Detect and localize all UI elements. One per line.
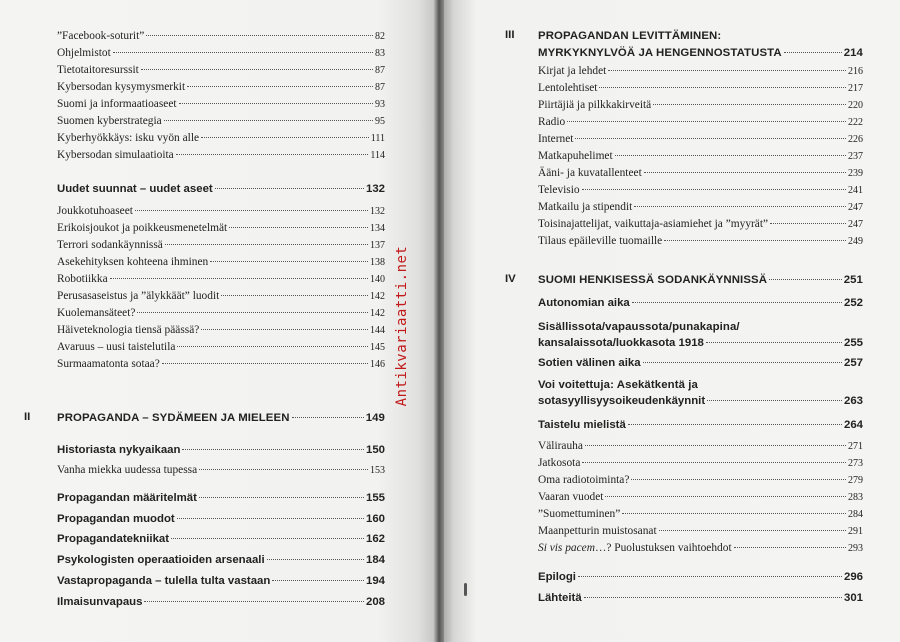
toc-section-title-line1: Voi voitettuja: Asekätkentä ja <box>538 379 698 391</box>
toc-entry-title: Suomi ja informaatioaseet <box>57 98 177 110</box>
toc-entry-page: 82 <box>375 31 385 42</box>
toc-entry-page: 271 <box>848 441 863 452</box>
toc-section-title: Epilogi <box>538 571 576 583</box>
toc-section-title: Autonomian aika <box>538 297 630 309</box>
dot-leader <box>113 52 373 53</box>
dot-leader <box>582 462 846 463</box>
dot-leader <box>146 35 373 36</box>
toc-entry-page: 249 <box>848 236 863 247</box>
toc-entry-page: 247 <box>848 219 863 230</box>
dot-leader <box>110 278 368 279</box>
toc-entry-title: Oma radiotoiminta? <box>538 474 630 486</box>
dot-leader <box>199 497 364 498</box>
toc-entry-page: 247 <box>848 202 863 213</box>
dot-leader <box>164 120 373 121</box>
toc-section-title: Propagandatekniikat <box>57 533 170 545</box>
watermark <box>390 236 414 416</box>
toc-entry-page: 145 <box>370 342 385 353</box>
dot-leader <box>210 261 368 262</box>
toc-entry <box>57 255 385 270</box>
toc-section-page: 132 <box>365 183 385 195</box>
part-heading <box>538 46 863 60</box>
toc-section-title: Historiasta nykyaikaan <box>57 444 181 456</box>
toc-entry-page: 93 <box>375 99 385 110</box>
toc-entry-title: Häiveteknologia tiensä päässä? <box>57 324 200 336</box>
dot-leader <box>628 424 842 425</box>
toc-entry <box>538 217 863 232</box>
toc-entry <box>538 473 863 488</box>
toc-entry <box>57 148 385 163</box>
toc-section <box>57 512 385 526</box>
book-gutter <box>434 0 444 642</box>
toc-entry <box>538 200 863 215</box>
toc-section-page: 208 <box>365 596 385 608</box>
dot-leader <box>643 362 842 363</box>
toc-entry-page: 293 <box>848 543 863 554</box>
toc-entry <box>538 541 863 556</box>
toc-entry-page: 142 <box>370 291 385 302</box>
toc-entry-page: 241 <box>848 185 863 196</box>
toc-entry <box>538 439 863 454</box>
toc-entry <box>538 166 863 181</box>
toc-entry-page: 87 <box>375 65 385 76</box>
toc-entry-title: Matkapuhelimet <box>538 150 613 162</box>
toc-entry-page: 111 <box>370 133 385 144</box>
dot-leader <box>267 559 364 560</box>
toc-entry <box>57 463 385 478</box>
ink-mark <box>464 583 467 596</box>
toc-section-title: Propagandan muodot <box>57 513 175 525</box>
toc-entry <box>57 306 385 321</box>
toc-entry <box>57 357 385 372</box>
toc-entry-page: 137 <box>370 240 385 251</box>
dot-leader <box>272 580 364 581</box>
toc-entry-page: 220 <box>848 100 863 111</box>
toc-entry-page: 138 <box>370 257 385 268</box>
dot-leader <box>706 342 842 343</box>
toc-entry-page: 83 <box>375 48 385 59</box>
toc-entry <box>57 289 385 304</box>
toc-section-title-line1: Sisällissota/vapaussota/punakapina/ <box>538 321 740 333</box>
toc-entry-title: Erikoisjoukot ja poikkeusmenetelmät <box>57 222 228 234</box>
part-heading <box>538 273 863 287</box>
toc-entry <box>57 272 385 287</box>
toc-entry-title-rest: …? Puolustuksen vaihtoehdot <box>594 542 732 554</box>
toc-entry-title: Toisinajattelijat, vaikuttaja-asiamiehet ja ”myyrät” <box>538 218 769 230</box>
toc-entry-title: Kybersodan kysymysmerkit <box>57 81 186 93</box>
toc-entry-title: Maanpetturin muistosanat <box>538 525 657 537</box>
toc-section <box>57 443 385 457</box>
dot-leader <box>176 154 369 155</box>
toc-entry-page: 222 <box>848 117 863 128</box>
toc-entry <box>538 81 863 96</box>
toc-entry-title: Internet <box>538 133 574 145</box>
toc-entry-title: Suomen kyberstrategia <box>57 115 162 127</box>
toc-section-title: Vastapropaganda – tulella tulta vastaan <box>57 575 271 587</box>
toc-section-page: 263 <box>843 395 863 407</box>
dot-leader <box>664 240 846 241</box>
toc-section-title: Sotien välinen aika <box>538 357 641 369</box>
toc-entry-page: 279 <box>848 475 863 486</box>
toc-entry-title: Vaaran vuodet <box>538 491 604 503</box>
dot-leader <box>644 172 846 173</box>
toc-entry-title: Kuolemansäteet? <box>57 307 136 319</box>
toc-section-page: 162 <box>365 533 385 545</box>
toc-entry-title <box>538 541 732 555</box>
dot-leader <box>632 302 842 303</box>
toc-entry-page: 273 <box>848 458 863 469</box>
toc-entry-page: 114 <box>370 150 385 161</box>
toc-entry-page: 146 <box>370 359 385 370</box>
toc-entry-page: 283 <box>848 492 863 503</box>
toc-section-title: Propagandan määritelmät <box>57 492 197 504</box>
toc-entry-title: Joukkotuhoaseet <box>57 205 133 217</box>
toc-section-title: Taistelu mielistä <box>538 419 626 431</box>
dot-leader <box>653 104 846 105</box>
toc-section <box>57 595 385 609</box>
toc-entry-title: Tietotaitoresurssit <box>57 64 139 76</box>
toc-section <box>57 532 385 546</box>
dot-leader <box>221 295 368 296</box>
toc-section <box>57 553 385 567</box>
toc-section-title: Lähteitä <box>538 592 582 604</box>
dot-leader <box>201 329 368 330</box>
toc-entry-title: Vanha miekka uudessa tupessa <box>57 464 198 476</box>
dot-leader <box>215 188 364 189</box>
toc-section <box>57 182 385 196</box>
dot-leader <box>144 601 364 602</box>
dot-leader <box>182 449 364 450</box>
toc-section <box>538 570 863 584</box>
toc-entry-page: 239 <box>848 168 863 179</box>
dot-leader <box>201 137 369 138</box>
toc-entry <box>57 204 385 219</box>
toc-entry <box>57 63 385 78</box>
toc-entry <box>57 29 385 44</box>
dot-leader <box>707 400 842 401</box>
toc-entry-title: Kirjat ja lehdet <box>538 65 607 77</box>
dot-leader <box>292 417 364 418</box>
toc-entry-title: Ohjelmistot <box>57 47 111 59</box>
toc-entry-title: Tilaus epäileville tuomaille <box>538 235 663 247</box>
dot-leader <box>608 70 846 71</box>
toc-entry <box>538 183 863 198</box>
toc-entry-title: Välirauha <box>538 440 583 452</box>
watermark-text: Antikvariaatti.net <box>394 245 410 407</box>
part-heading <box>57 411 385 425</box>
toc-entry <box>57 131 385 146</box>
toc-entry <box>538 64 863 79</box>
part-title-line1: PROPAGANDAN LEVITTÄMINEN: <box>538 30 722 42</box>
toc-entry-title-italic: Si vis pacem <box>538 542 595 554</box>
toc-section <box>57 574 385 588</box>
toc-section-title: sotasyyllisyysoikeudenkäynnit <box>538 395 706 407</box>
toc-entry <box>57 323 385 338</box>
toc-entry-page: 153 <box>370 465 385 476</box>
toc-entry-page: 95 <box>375 116 385 127</box>
toc-section-page: 301 <box>843 592 863 604</box>
toc-entry <box>538 132 863 147</box>
dot-leader <box>615 155 846 156</box>
toc-entry-title: Jatkosota <box>538 457 581 469</box>
dot-leader <box>137 312 368 313</box>
toc-entry <box>57 238 385 253</box>
toc-entry-page: 291 <box>848 526 863 537</box>
dot-leader <box>734 547 846 548</box>
part-title: PROPAGANDA – SYDÄMEEN JA MIELEEN <box>57 412 290 424</box>
toc-section-title: Psykologisten operaatioiden arsenaali <box>57 554 265 566</box>
toc-section <box>538 418 863 432</box>
dot-leader <box>179 103 373 104</box>
toc-entry-title: Surmaamatonta sotaa? <box>57 358 160 370</box>
toc-section-page: 155 <box>365 492 385 504</box>
part-number: III <box>505 29 515 41</box>
dot-leader <box>605 496 846 497</box>
toc-entry <box>538 149 863 164</box>
part-title-line2: MYRKYKNYLVÖÄ JA HENGENNOSTATUSTA <box>538 47 782 59</box>
toc-entry-title: Kybersodan simulaatioita <box>57 149 174 161</box>
dot-leader <box>575 138 846 139</box>
toc-entry <box>57 114 385 129</box>
toc-entry-title: Matkailu ja stipendit <box>538 201 633 213</box>
toc-entry <box>538 234 863 249</box>
toc-entry <box>538 507 863 522</box>
toc-entry <box>57 46 385 61</box>
toc-entry-page: 87 <box>375 82 385 93</box>
right-page <box>440 0 900 642</box>
dot-leader <box>784 52 842 53</box>
toc-entry-title: Piirtäjiä ja pilkkakirveitä <box>538 99 652 111</box>
toc-entry-page: 134 <box>370 223 385 234</box>
toc-section-page: 150 <box>365 444 385 456</box>
toc-section <box>538 591 863 605</box>
toc-entry-title: Lentolehtiset <box>538 82 598 94</box>
toc-section-page: 194 <box>365 575 385 587</box>
dot-leader <box>659 530 846 531</box>
toc-entry-page: 142 <box>370 308 385 319</box>
toc-section-page: 264 <box>843 419 863 431</box>
toc-section-page: 160 <box>365 513 385 525</box>
toc-entry <box>57 80 385 95</box>
toc-section-title: kansalaissota/luokkasota 1918 <box>538 337 704 349</box>
toc-entry-page: 284 <box>848 509 863 520</box>
dot-leader <box>187 86 373 87</box>
toc-section <box>57 491 385 505</box>
dot-leader <box>177 518 364 519</box>
toc-entry-page: 226 <box>848 134 863 145</box>
toc-entry-page: 140 <box>370 274 385 285</box>
toc-entry <box>57 221 385 236</box>
dot-leader <box>769 279 842 280</box>
toc-section-page: 296 <box>843 571 863 583</box>
toc-entry <box>538 115 863 130</box>
toc-section <box>538 356 863 370</box>
toc-entry-page: 216 <box>848 66 863 77</box>
toc-entry-title: Radio <box>538 116 566 128</box>
dot-leader <box>229 227 368 228</box>
part-title: SUOMI HENKISESSÄ SODANKÄYNNISSÄ <box>538 274 768 286</box>
toc-entry-title: Perusasaseistus ja ”älykkäät” luodit <box>57 290 220 302</box>
toc-entry-title: Televisio <box>538 184 580 196</box>
dot-leader <box>177 346 368 347</box>
part-number: II <box>24 411 31 423</box>
toc-section <box>538 394 863 408</box>
part-page: 251 <box>843 274 863 286</box>
toc-entry <box>538 456 863 471</box>
dot-leader <box>584 597 842 598</box>
toc-entry <box>57 340 385 355</box>
toc-section <box>538 296 863 310</box>
toc-entry-title: Ääni- ja kuvatallenteet <box>538 167 642 179</box>
dot-leader <box>599 87 846 88</box>
toc-section-page: 257 <box>843 357 863 369</box>
toc-entry-title: Asekehityksen kohteena ihminen <box>57 256 209 268</box>
part-number: IV <box>505 273 516 285</box>
left-page <box>0 0 440 642</box>
dot-leader <box>135 210 368 211</box>
dot-leader <box>141 69 373 70</box>
toc-entry <box>538 98 863 113</box>
dot-leader <box>585 445 846 446</box>
toc-section <box>538 336 863 350</box>
dot-leader <box>582 189 846 190</box>
dot-leader <box>567 121 846 122</box>
toc-entry-page: 217 <box>848 83 863 94</box>
toc-entry-title: ”Facebook-soturit” <box>57 30 145 42</box>
dot-leader <box>165 244 368 245</box>
toc-section-page: 184 <box>365 554 385 566</box>
toc-section-title: Uudet suunnat – uudet aseet <box>57 183 213 195</box>
toc-section-title: Ilmaisunvapaus <box>57 596 143 608</box>
part-page: 214 <box>843 47 863 59</box>
toc-entry-title: Terrori sodankäynnissä <box>57 239 163 251</box>
toc-entry <box>538 524 863 539</box>
dot-leader <box>578 576 842 577</box>
dot-leader <box>162 363 368 364</box>
dot-leader <box>631 479 846 480</box>
toc-entry-title: Robotiikka <box>57 273 108 285</box>
toc-entry-page: 144 <box>370 325 385 336</box>
dot-leader <box>634 206 846 207</box>
toc-entry-page: 132 <box>370 206 385 217</box>
dot-leader <box>199 469 368 470</box>
part-page: 149 <box>365 412 385 424</box>
toc-entry-title: Kyberhyökkäys: isku vyön alle <box>57 132 200 144</box>
toc-entry-title: Avaruus – uusi taistelutila <box>57 341 176 353</box>
toc-entry <box>538 490 863 505</box>
toc-entry-title: ”Suomettuminen” <box>538 508 621 520</box>
toc-entry-page: 237 <box>848 151 863 162</box>
toc-entry <box>57 97 385 112</box>
dot-leader <box>622 513 846 514</box>
toc-section-page: 252 <box>843 297 863 309</box>
dot-leader <box>171 538 364 539</box>
dot-leader <box>770 223 846 224</box>
toc-section-page: 255 <box>843 337 863 349</box>
